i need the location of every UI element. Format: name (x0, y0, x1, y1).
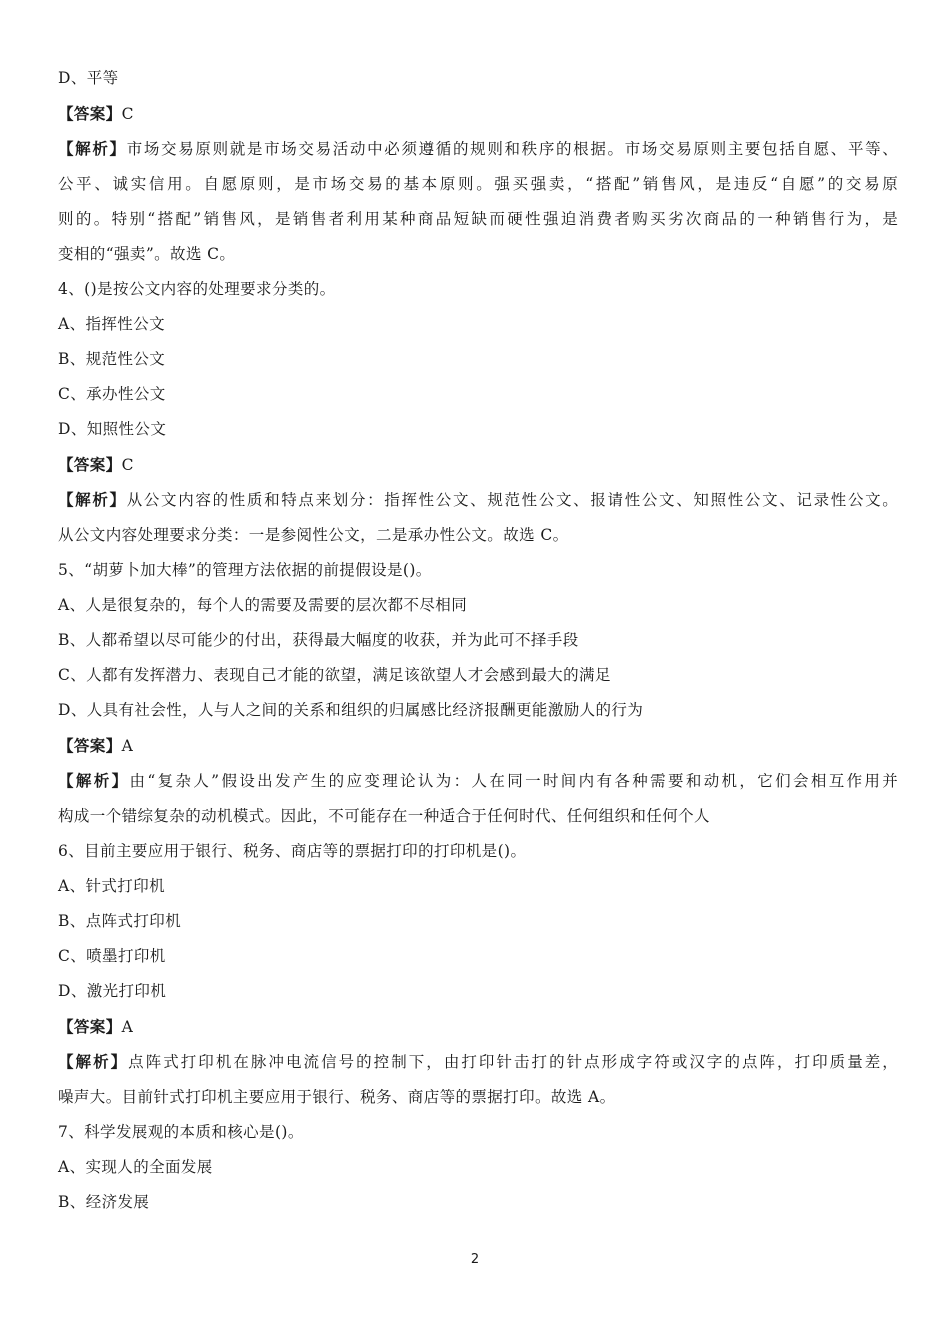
section-tag: 【答案】 (58, 104, 122, 123)
option-line: B、人都希望以尽可能少的付出，获得最大幅度的收获，并为此可不择手段 (58, 631, 579, 649)
option-line: D、知照性公文 (58, 420, 167, 438)
question-line: 4、()是按公文内容的处理要求分类的。 (58, 280, 336, 298)
section-tag: 【答案】 (58, 455, 122, 474)
option-line: A、实现人的全面发展 (58, 1158, 213, 1176)
analysis-line: 公平、诚实信用。自愿原则，是市场交易的基本原则。强买强卖，“搭配”销售风，是违反“自愿”的交易原 (58, 175, 898, 193)
answer-line: 【答案】A (58, 1017, 134, 1036)
option-line: D、平等 (58, 69, 119, 87)
analysis-line: 【解析】市场交易原则就是市场交易活动中必须遵循的规则和秩序的根据。市场交易原则主要包括自愿、平等、 (58, 139, 898, 158)
option-line: A、人是很复杂的，每个人的需要及需要的层次都不尽相同 (58, 596, 468, 614)
analysis-line: 【解析】由“复杂人”假设出发产生的应变理论认为：人在同一时间内有各种需要和动机，它们会相互作用并 (58, 771, 898, 790)
answer-line: 【答案】C (58, 455, 134, 474)
option-line: B、规范性公文 (58, 350, 166, 368)
answer-line: 【答案】A (58, 736, 134, 755)
section-tag: 【答案】 (58, 736, 122, 755)
option-line: A、针式打印机 (58, 877, 165, 895)
analysis-line: 【解析】从公文内容的性质和特点来划分：指挥性公文、规范性公文、报请性公文、知照性公文、记录性公文。 (58, 490, 898, 509)
analysis-line: 从公文内容处理要求分类：一是参阅性公文，二是承办性公文。故选 C。 (58, 526, 569, 544)
question-line: 7、科学发展观的本质和核心是()。 (58, 1123, 304, 1141)
question-line: 6、目前主要应用于银行、税务、商店等的票据打印的打印机是()。 (58, 842, 527, 860)
section-tag: 【解析】 (58, 490, 127, 509)
option-line: D、人具有社会性，人与人之间的关系和组织的归属感比经济报酬更能激励人的行为 (58, 701, 644, 719)
section-tag: 【解析】 (58, 1052, 129, 1071)
option-line: C、承办性公文 (58, 385, 166, 403)
option-line: B、经济发展 (58, 1193, 150, 1211)
page-number: 2 (470, 1252, 480, 1267)
analysis-line: 构成一个错综复杂的动机模式。因此，不可能存在一种适合于任何时代、任何组织和任何个人 (58, 807, 710, 825)
section-tag: 【解析】 (58, 771, 130, 790)
option-line: B、点阵式打印机 (58, 912, 182, 930)
option-line: D、激光打印机 (58, 982, 167, 1000)
question-line: 5、“胡萝卜加大棒”的管理方法依据的前提假设是()。 (58, 561, 432, 579)
option-line: A、指挥性公文 (58, 315, 165, 333)
answer-line: 【答案】C (58, 104, 134, 123)
option-line: C、人都有发挥潜力、表现自己才能的欲望，满足该欲望人才会感到最大的满足 (58, 666, 611, 684)
analysis-line: 变相的“强卖”。故选 C。 (58, 245, 236, 263)
analysis-line: 噪声大。目前针式打印机主要应用于银行、税务、商店等的票据打印。故选 A。 (58, 1088, 616, 1106)
option-line: C、喷墨打印机 (58, 947, 166, 965)
analysis-line: 【解析】点阵式打印机在脉冲电流信号的控制下，由打印针击打的针点形成字符或汉字的点阵，打印质量差， (58, 1052, 898, 1071)
section-tag: 【解析】 (58, 139, 127, 158)
section-tag: 【答案】 (58, 1017, 122, 1036)
analysis-line: 则的。特别“搭配”销售风，是销售者利用某种商品短缺而硬性强迫消费者购买劣次商品的一种销售行为，是 (58, 210, 898, 228)
